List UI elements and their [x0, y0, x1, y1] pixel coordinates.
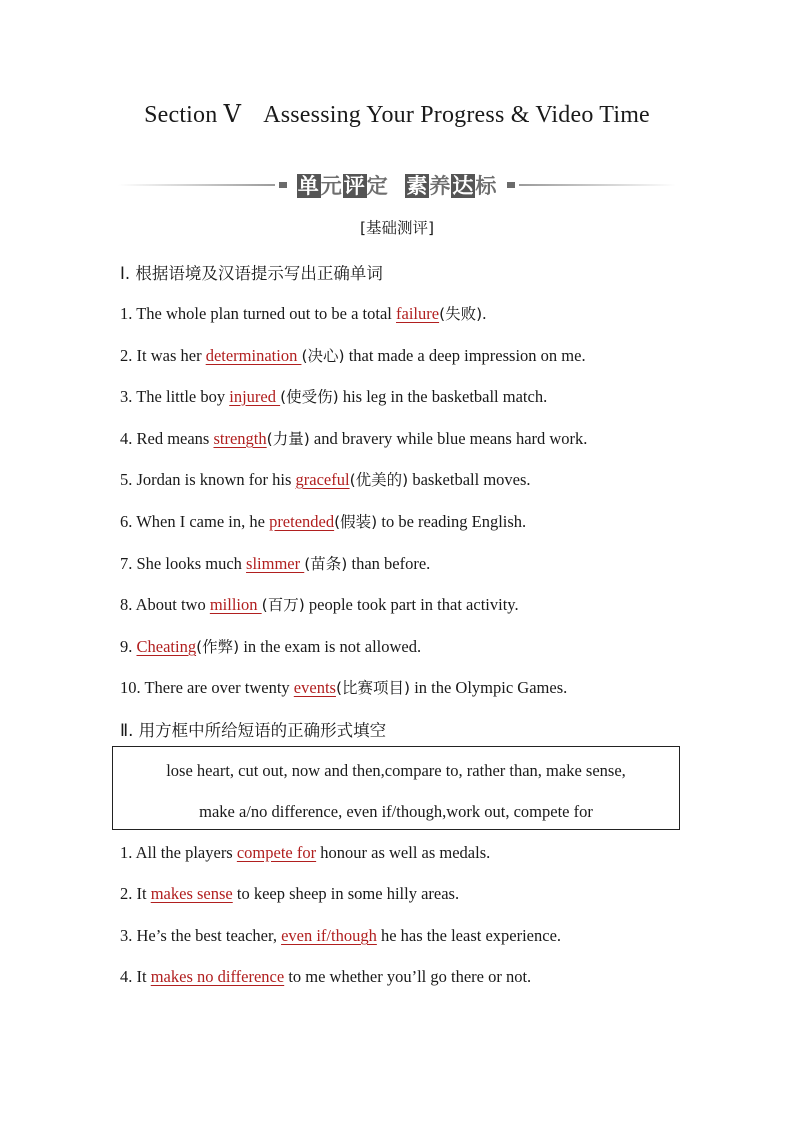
part1-heading: Ⅰ. 根据语境及汉语提示写出正确单词 [120, 264, 383, 283]
fill-item: 4. It makes no difference to me whether you’ll go there or not. [120, 967, 532, 986]
fill-item: 2. It makes sense to keep sheep in some hilly areas. [120, 884, 460, 903]
phrase-box-line: lose heart, cut out, now and then,compare to, rather than, make sense, [166, 761, 626, 780]
section-name: Assessing Your Progress & Video Time [263, 102, 650, 128]
exercise-item: 6. When I came in, he pretended(假装) to be reading English. [120, 512, 527, 531]
banner-line-left [118, 184, 275, 186]
phrase-box [112, 746, 680, 830]
phrase-box-line: make a/no difference, even if/though,work out, compete for [199, 802, 593, 821]
exercise-item: 7. She looks much slimmer (苗条) than before. [120, 554, 431, 573]
exercise-item: 3. The little boy injured (使受伤) his leg in the basketball match. [120, 387, 548, 406]
section-label: Section Ⅴ [144, 102, 242, 128]
unit-banner [118, 168, 676, 202]
exercise-item: 1. The whole plan turned out to be a total failure(失败). [120, 304, 487, 323]
fill-item: 1. All the players compete for honour as well as medals. [120, 843, 491, 862]
exercise-item: 10. There are over twenty events(比赛项目) in the Olympic Games. [120, 678, 568, 697]
fill-item: 3. He’s the best teacher, even if/though he has the least experience. [120, 926, 562, 945]
banner-cap-right [507, 182, 515, 188]
part2-heading: Ⅱ. 用方框中所给短语的正确形式填空 [120, 721, 387, 740]
banner-text: 单元评定 素养达标 [297, 174, 498, 198]
exercise-item: 4. Red means strength(力量) and bravery while blue means hard work. [120, 429, 588, 448]
banner-cap-left [279, 182, 287, 188]
exercise-item: 8. About two million (百万) people took part in that activity. [120, 595, 519, 614]
exercise-item: 2. It was her determination (决心) that made a deep impression on me. [120, 346, 586, 365]
exercise-item: 5. Jordan is known for his graceful(优美的) basketball moves. [120, 470, 531, 489]
banner-line-right [519, 184, 676, 186]
subheading: [基础测评] [359, 219, 435, 237]
exercise-item: 9. Cheating(作弊) in the exam is not allowed. [120, 637, 422, 656]
page-title [0, 100, 794, 129]
